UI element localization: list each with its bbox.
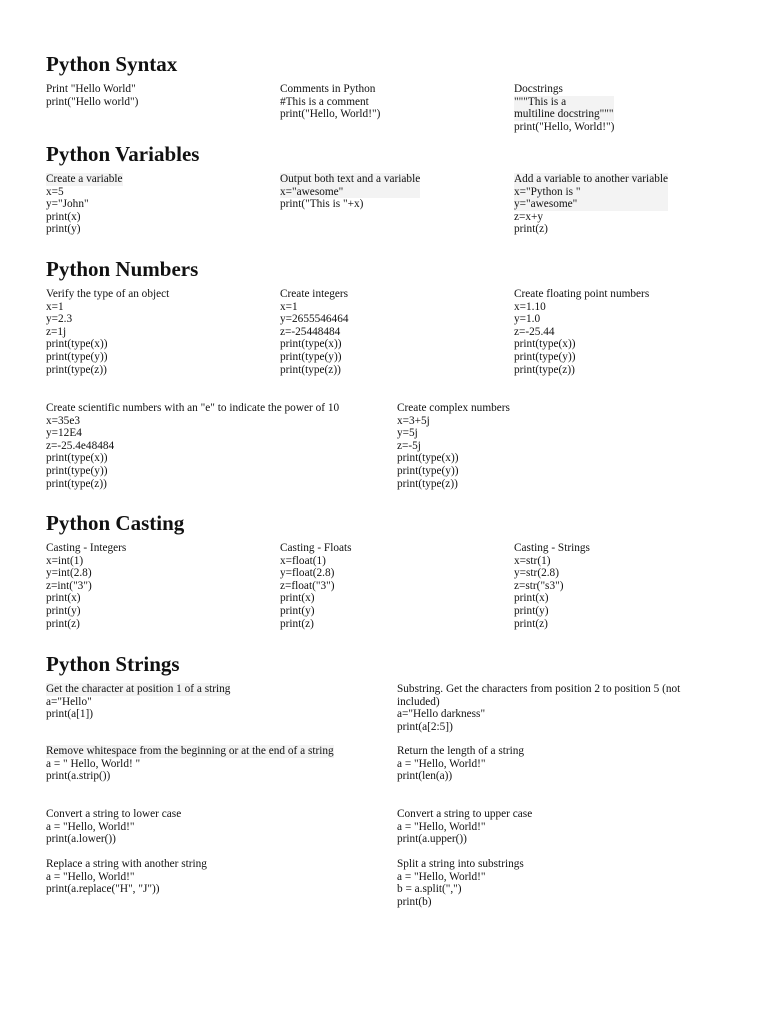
code-line: print("Hello world") bbox=[46, 95, 139, 108]
block-comments bbox=[280, 83, 380, 121]
block-title: Casting - Floats bbox=[280, 542, 352, 554]
block-title: Comments in Python bbox=[280, 83, 376, 95]
code-line: print(type(x)) bbox=[514, 338, 576, 351]
code-line: print(b) bbox=[397, 895, 432, 908]
block-casting-integers bbox=[46, 542, 126, 630]
block-create-integers bbox=[280, 288, 349, 376]
code-line: b = a.split(",") bbox=[397, 883, 462, 896]
code-line: print(a[1]) bbox=[46, 708, 94, 721]
code-line: print(a.lower()) bbox=[46, 833, 116, 846]
code-line: y="awesome" bbox=[514, 198, 668, 211]
block-title: Create scientific numbers with an "e" to indicate the power of 10 bbox=[46, 402, 340, 414]
block-title: Create a variable bbox=[46, 173, 123, 185]
code-line: print("Hello, World!") bbox=[280, 108, 381, 121]
code-line: x=35e3 bbox=[46, 414, 80, 427]
block-title: Docstrings bbox=[514, 83, 563, 95]
block-casting-strings bbox=[514, 542, 590, 630]
code-line: y="John" bbox=[46, 198, 89, 211]
code-line: print(x) bbox=[46, 592, 81, 605]
code-line: z=-25448484 bbox=[280, 325, 341, 338]
code-line: print(y) bbox=[46, 604, 81, 617]
code-line: print(type(z)) bbox=[46, 477, 107, 490]
code-line: print(type(y)) bbox=[46, 464, 108, 477]
code-line: y=int(2.8) bbox=[46, 567, 92, 580]
code-line: print(type(x)) bbox=[46, 452, 108, 465]
heading-python-strings: Python Strings bbox=[46, 652, 180, 676]
block-replace-string bbox=[46, 858, 207, 896]
block-create-variable bbox=[46, 173, 123, 236]
block-print-hello bbox=[46, 83, 138, 108]
code-line: print(type(z)) bbox=[280, 363, 341, 376]
block-substring bbox=[397, 683, 707, 733]
code-line: x="Python is " bbox=[514, 186, 668, 199]
code-line: print(y) bbox=[46, 223, 81, 236]
block-casting-floats bbox=[280, 542, 352, 630]
block-title: Replace a string with another string bbox=[46, 858, 207, 870]
block-upper-case bbox=[397, 808, 532, 846]
block-get-character bbox=[46, 683, 230, 721]
code-line: print(type(y)) bbox=[46, 350, 108, 363]
block-lower-case bbox=[46, 808, 181, 846]
code-line: x=1 bbox=[46, 300, 64, 313]
code-line: print(a.strip()) bbox=[46, 770, 111, 783]
code-line: a = "Hello, World!" bbox=[46, 820, 135, 833]
code-line: a = "Hello, World!" bbox=[397, 870, 486, 883]
code-line: print(type(z)) bbox=[46, 363, 107, 376]
code-line: y=str(2.8) bbox=[514, 567, 559, 580]
code-line: y=float(2.8) bbox=[280, 567, 335, 580]
block-verify-type bbox=[46, 288, 169, 376]
code-line: print("This is "+x) bbox=[280, 198, 364, 211]
code-line: a = "Hello, World!" bbox=[397, 820, 486, 833]
code-line: a="Hello" bbox=[46, 695, 92, 708]
code-line: x=float(1) bbox=[280, 554, 326, 567]
code-line: print(type(z)) bbox=[514, 363, 575, 376]
code-line: x=1.10 bbox=[514, 300, 546, 313]
code-line: y=12E4 bbox=[46, 427, 82, 440]
code-line: x=1 bbox=[280, 300, 298, 313]
code-line: y=5j bbox=[397, 427, 418, 440]
heading-python-casting: Python Casting bbox=[46, 511, 185, 535]
code-line: print(len(a)) bbox=[397, 770, 453, 783]
block-add-variable bbox=[514, 173, 668, 236]
block-title: Create integers bbox=[280, 288, 349, 300]
code-line: print(z) bbox=[514, 223, 548, 236]
code-line: print(type(y)) bbox=[280, 350, 342, 363]
code-line: y=2655546464 bbox=[280, 313, 349, 326]
block-title: Casting - Strings bbox=[514, 542, 590, 554]
code-line: print(x) bbox=[280, 592, 315, 605]
block-title: Get the character at position 1 of a string bbox=[46, 683, 231, 695]
code-line: x=str(1) bbox=[514, 554, 551, 567]
code-line: print(type(x)) bbox=[397, 452, 459, 465]
code-line: z=-25.44 bbox=[514, 325, 555, 338]
code-line: z=int("3") bbox=[46, 579, 92, 592]
code-line: x=5 bbox=[46, 185, 64, 198]
code-line: z=str("s3") bbox=[514, 579, 564, 592]
block-output-text-variable bbox=[280, 173, 420, 211]
code-line: print(type(x)) bbox=[46, 338, 108, 351]
heading-python-numbers: Python Numbers bbox=[46, 257, 199, 281]
code-line: a="Hello darkness" bbox=[397, 708, 486, 721]
code-line: print(x) bbox=[514, 592, 549, 605]
code-line: multiline docstring""" bbox=[514, 108, 614, 121]
code-line: a = "Hello, World!" bbox=[397, 757, 486, 770]
code-line: y=2.3 bbox=[46, 313, 73, 326]
heading-python-syntax: Python Syntax bbox=[46, 52, 178, 76]
code-line: print(type(x)) bbox=[280, 338, 342, 351]
block-split-string bbox=[397, 858, 524, 908]
block-string-length bbox=[397, 745, 524, 783]
block-complex-numbers bbox=[397, 402, 510, 490]
block-title: Split a string into substrings bbox=[397, 858, 524, 870]
code-line: z=-25.4e48484 bbox=[46, 439, 115, 452]
block-docstrings bbox=[514, 83, 614, 133]
block-title: Convert a string to lower case bbox=[46, 808, 182, 820]
block-title: Return the length of a string bbox=[397, 745, 525, 757]
block-title: Create floating point numbers bbox=[514, 288, 650, 300]
code-line: y=1.0 bbox=[514, 313, 541, 326]
block-create-floats bbox=[514, 288, 649, 376]
block-title: Create complex numbers bbox=[397, 402, 510, 414]
code-line: print(a[2:5]) bbox=[397, 720, 453, 733]
code-line: print(z) bbox=[514, 617, 548, 630]
code-line: z=float("3") bbox=[280, 579, 335, 592]
code-line: print("Hello, World!") bbox=[514, 120, 615, 133]
code-line: z=1j bbox=[46, 325, 67, 338]
block-scientific-numbers bbox=[46, 402, 339, 490]
code-line: print(a.replace("H", "J")) bbox=[46, 883, 160, 896]
block-title: Add a variable to another variable bbox=[514, 173, 669, 185]
code-line: x="awesome" bbox=[280, 186, 420, 199]
code-line: print(z) bbox=[46, 617, 80, 630]
code-line: z=-5j bbox=[397, 439, 421, 452]
code-line: print(a.upper()) bbox=[397, 833, 467, 846]
code-line: print(type(y)) bbox=[514, 350, 576, 363]
code-line: z=x+y bbox=[514, 210, 544, 223]
code-line: print(y) bbox=[514, 604, 549, 617]
code-line: print(type(z)) bbox=[397, 477, 458, 490]
code-line: a = " Hello, World! " bbox=[46, 757, 141, 770]
block-title: Convert a string to upper case bbox=[397, 808, 533, 820]
code-line: x=int(1) bbox=[46, 554, 84, 567]
code-line: #This is a comment bbox=[280, 95, 369, 108]
block-strip-whitespace bbox=[46, 745, 334, 783]
block-title: Print "Hello World" bbox=[46, 83, 136, 95]
code-line: print(y) bbox=[280, 604, 315, 617]
code-line: """This is a bbox=[514, 96, 614, 109]
block-title: Remove whitespace from the beginning or at the end of a string bbox=[46, 745, 334, 757]
code-line: print(x) bbox=[46, 210, 81, 223]
code-line: print(z) bbox=[280, 617, 314, 630]
block-title: Substring. Get the characters from position 2 to position 5 (not included) bbox=[397, 683, 681, 708]
block-title: Output both text and a variable bbox=[280, 173, 421, 185]
code-line: x=3+5j bbox=[397, 414, 430, 427]
code-line: print(type(y)) bbox=[397, 464, 459, 477]
code-line: a = "Hello, World!" bbox=[46, 870, 135, 883]
block-title: Verify the type of an object bbox=[46, 288, 170, 300]
block-title: Casting - Integers bbox=[46, 542, 127, 554]
heading-python-variables: Python Variables bbox=[46, 142, 200, 166]
